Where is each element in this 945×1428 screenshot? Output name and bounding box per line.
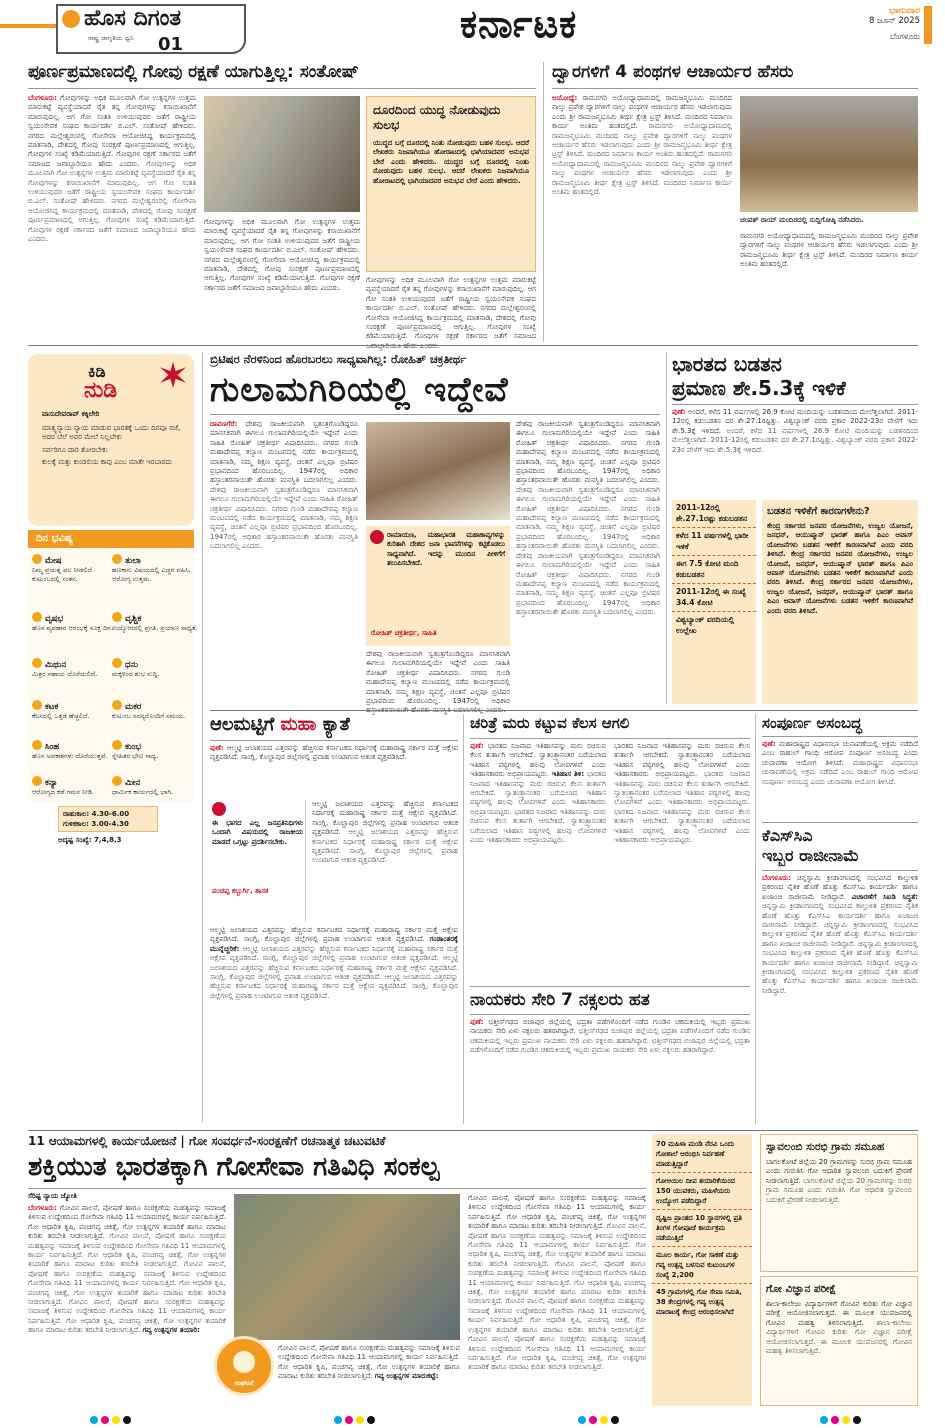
story-text-cont3: ಚಿನ್ನಸ್ವಾಮಿ ಕ್ರೀಡಾಂಗಣದಲ್ಲಿ ಸಂಭವಿಸಿದ ಕಾಲ್ತುಳಿತ ಪ್ರಕರಣದ ನೈತಿಕ ಹೊಣೆ ಹೊತ್ತು ಕೆಎಸ್‌ಸಿಎ ಕಾರ್ಯದರ್ಶಿ ಹಾಗೂ ಖಜಾಂಚಿ ರಾಜೀನಾಮೆ ನೀಡಿದ್ದಾರೆ. [762,939,918,967]
kidi-nudi-box [28,354,194,526]
story-text: ಛತ್ತೀಸ್‌ಗಢದ ಬಿಜಾಪುರ ಜಿಲ್ಲೆಯಲ್ಲಿ ಭದ್ರತಾ ಪಡೆಗಳೊಂದಿಗೆ ನಡೆದ ಗುಂಡಿನ ಚಕಮಕಿಯಲ್ಲಿ ಇಬ್ಬರು ಪ್ರಮುಖ ನಾಯಕರು ಸೇರಿ ಏಳು ನಕ್ಸಲರು ಹತರಾಗಿದ್ದಾರೆ. [470,1018,750,1036]
story-headline: ಸಂಪೂರ್ಣ ಅಸಂಬದ್ಧ [762,714,862,732]
cyan-dot [90,1416,98,1424]
story-body-col2 [204,218,360,338]
horoscope-item [112,612,200,633]
zodiac-icon [32,776,42,786]
why-text-cont2: ಕೇಂದ್ರ ಸರ್ಕಾರದ ಜನಪರ ಯೋಜನೆಗಳು, ಉಜ್ವಲ ಯೋಜನೆ, ಜನಧನ್, ಆಯುಷ್ಮಾನ್ ಭಾರತ್ ಹಾಗೂ ಪಿಎಂ ಆವಾಸ್ ಯೋಜನೆಗಳು ಬಡತನ ಇಳಿಕೆಗೆ ಕಾರಣವಾಗಿವೆ ಎಂದು ವರದಿ ತಿಳಿಸಿದೆ. [767,578,913,615]
quote-attribution: ರೋಹಿತ್ ಚಕ್ರತೀರ್ಥ, ಸಾಹಿತಿ [371,629,437,637]
story-headline: ದ್ವಾರಗಳಿಗೆ 4 ಪಂಥಗಳ ಆಚಾರ್ಯರ ಹೆಸರು [552,62,794,82]
masthead-tagline: ರಾಷ್ಟ್ರ ಜಾಗೃತಿಯ ಧ್ವನಿ [88,34,134,42]
story-cow-protection [28,62,536,342]
story-text-cont2: ಭಾರತದ ನಿಜವಾದ ಇತಿಹಾಸವನ್ನು ಮರು ರಚಿಸುವ ಕೆಲಸ ತುರ್ತಾಗಿ ಆಗಬೇಕಿದೆ. ಸ್ವಾತಂತ್ರ್ಯಾನಂತರ ಬರೆಯಲಾದ ಇತಿಹಾಸ ಪಠ್ಯಗಳಲ್ಲಿ ಹಲವು ಲೋಪಗಳಿವೆ ಎಂದು ಇತಿಹಾಸಕಾರರು ಅಭಿಪ್ರಾಯಪಟ್ಟರು. [614,807,750,845]
sign-name [32,700,120,712]
story-text-cont: ಗೋವಿನ ಪಾಲನೆ, ಪೋಷಣೆ ಹಾಗೂ ಸಂರಕ್ಷಣೆಯ ಮಹತ್ವವನ್ನು ಸಮಾಜಕ್ಕೆ ತಿಳಿಸುವ ಉದ್ದೇಶದಿಂದ ಗೋಸೇವಾ ಗತಿವಿಧಿ 11 ಆಯಾಮಗಳಲ್ಲಿ ಕಾರ್ಯ ನಿರ್ವಹಿಸುತ್ತಿದೆ. ಗೋ ಆಧಾರಿತ ಕೃಷಿ, ಪಂಚಗವ್ಯ ಚಿಕಿತ್ಸೆ, ಗೋ ಉತ್ಪನ್ನಗಳ ತಯಾರಿಕೆ ಹಾಗೂ ಮಾರಾಟ ಕುರಿತು ತರಬೇತಿ ನೀಡಲಾಗುತ್ತಿದೆ. [468,1222,646,1268]
horoscope-item [112,740,200,761]
zodiac-icon [112,700,122,710]
sign-text: ಮಿತ್ರರ ಸಹಾಯ ದೊರೆಯಲಿದೆ. [32,670,98,678]
box-title: ಗೋ ವಿಜ್ಞಾನ ಪರೀಕ್ಷೆ [766,1283,837,1295]
column-divider [202,352,203,1122]
yellow-dot [112,1416,120,1424]
sign-label: ಕುಂಭ [125,742,142,752]
sign-text: ಮಕ್ಕಳಿಂದ ಶುಭ ಸುದ್ದಿ. [112,670,160,678]
byline: ಸೆರಿಷ್ಟ ನ್ಯಾಯ ಜ್ಯೋತಿ [28,1192,77,1200]
dateline: ಪುಣೆ: [210,744,224,752]
inset-body [373,139,529,269]
box-text: ಬಾಗಲಕೋಟೆ ಜಿಲ್ಲೆಯ 20 ಗ್ರಾಮಗಳನ್ನು ಸುರಭಿ ಗ್ರಾಮ ಸಮೂಹ ಎಂದು ಗುರುತಿಸಿ ಗೋ ಆಧಾರಿತ ಸ್ವಾವಲಂಬಿ ಬದುಕಿಗೆ ಪ್ರೇರಣೆ ನೀಡಲಾಗುತ್ತಿದೆ. [766,1158,912,1185]
magenta-dot [345,1416,353,1424]
story-text: ಭಾರತದ ನಿಜವಾದ ಇತಿಹಾಸವನ್ನು ಮರು ರಚಿಸುವ ಕೆಲಸ ತುರ್ತಾಗಿ ಆಗಬೇಕಿದೆ. ಸ್ವಾತಂತ್ರ್ಯಾನಂತರ ಬರೆಯಲಾದ ಇತಿಹಾಸ ಪಠ್ಯಗಳಲ್ಲಿ ಹಲವು ಲೋಪಗಳಿವೆ ಎಂದು ಇತಿಹಾಸಕಾರರು ಅಭಿಪ್ರಾಯಪಟ್ಟರು. [470,742,606,779]
story-body [672,408,918,496]
zodiac-icon [32,700,42,710]
story-text: ಗೋವಿನ ಪಾಲನೆ, ಪೋಷಣೆ ಹಾಗೂ ಸಂರಕ್ಷಣೆಯ ಮಹತ್ವವನ್ನು ಸಮಾಜಕ್ಕೆ ತಿಳಿಸುವ ಉದ್ದೇಶದಿಂದ ಗೋಸೇವಾ ಗತಿವಿಧಿ 11 ಆಯಾಮಗಳಲ್ಲಿ ಕಾರ್ಯ ನಿರ್ವಹಿಸುತ್ತಿದೆ. ಗೋ ಆಧಾರಿತ ಕೃಷಿ, ಪಂಚಗವ್ಯ ಚಿಕಿತ್ಸೆ, ಗೋ ಉತ್ಪನ್ನಗಳ ತಯಾರಿಕೆ ಹಾಗೂ ಮಾರಾಟ ಕುರಿತು ತರಬೇತಿ ನೀಡಲಾಗುತ್ತಿದೆ. [278,1344,461,1381]
sign-text: ಕೆಲಸದಲ್ಲಿ ಒತ್ತಡ ಹೆಚ್ಚಲಿದೆ. [32,712,90,720]
story-text-cont: ಗೋವುಗಳನ್ನು ಅಧಿಕ ಮೂಲವಾಗಿ ಗೋ ಉತ್ಪನ್ನಗಳ ಉತ್ತಮ ಮಾರುಕಟ್ಟೆ ವ್ಯವಸ್ಥೆಯಾದರೆ ರೈತ ತನ್ನ ಗೋವುಗಳನ್ನು ಕಸಾಯಿಖಾನೆಗೆ ಮಾರುವುದಿಲ್ಲ. ಆಗ ಗೋ ಸಂತತಿ ಉಳಿಯುವುದರ ಜತೆಗೆ ರಾಷ್ಟ್ರೀಯ ಸ್ವಯಂಸೇವಕ ಸಂಘದ ಕಾರ್ಯದರ್ಶಿ ಬಿ.ಎಲ್. ಸಂತೋಷ್ ಹೇಳಿದರು. ನಗರದ ಮಲ್ಲೇಶ್ವರಂನಲ್ಲಿ ಗೋಸೇವಾ ಆಯೋಜಿಸಿದ್ದ ಕಾರ್ಯಕ್ರಮದಲ್ಲಿ ಮಾತನಾಡಿ, ದೇಶದಲ್ಲಿ ಗೋವು ಸಂರಕ್ಷಣೆ ಪೂರ್ಣಪ್ರಮಾಣದಲ್ಲಿ ಆಗುತ್ತಿಲ್ಲ. ಗೋವುಗಳ ಸಂಖ್ಯೆ ಕಡಿಮೆಯಾಗುತ್ತಿದೆ. ಗೋವುಗಳ ರಕ್ಷಣೆ ಸರ್ಕಾರದ ಜತೆಗೆ ಸಮಾಜದ ಜವಾಬ್ದಾರಿಯೂ ಹೌದು ಎಂದರು. [28,159,196,244]
story-body [210,744,458,796]
story-text-cont: ಮಹಾರಾಷ್ಟ್ರದ ವಿಧಾನಸಭಾ ಚುನಾವಣೆಯಲ್ಲಿ ಅಕ್ರಮ ನಡೆದಿದೆ ಎಂಬ ರಾಹುಲ್ ಗಾಂಧಿ ಆರೋಪ ಸಂಪೂರ್ಣ ಅಸಂಬದ್ಧ ಎಂದು ಚುನಾವಣಾ ಆಯೋಗ ತಿಳಿಸಿದೆ. [762,758,918,786]
story-text-cont2: ಭಾರತದ ನಿಜವಾದ ಇತಿಹಾಸವನ್ನು ಮರು ರಚಿಸುವ ಕೆಲಸ ತುರ್ತಾಗಿ ಆಗಬೇಕಿದೆ. ಸ್ವಾತಂತ್ರ್ಯಾನಂತರ ಬರೆಯಲಾದ ಇತಿಹಾಸ ಪಠ್ಯಗಳಲ್ಲಿ ಹಲವು ಲೋಪಗಳಿವೆ ಎಂದು ಇತಿಹಾಸಕಾರರು ಅಭಿಪ್ರಾಯಪಟ್ಟರು. [470,807,606,845]
story-text-cont: ದೇಶವು ರಾಜಕೀಯವಾಗಿ ಸ್ವತಂತ್ರಗೊಂಡಿದ್ದರೂ ಮಾನಸಿಕವಾಗಿ ಈಗಲೂ ಗುಲಾಮಗಿರಿಯಲ್ಲಿಯೇ ಇದ್ದೇವೆ ಎಂದು ಸಾಹಿತಿ ರೋಹಿತ್ ಚಕ್ರತೀರ್ಥ ವಿಷಾದಿಸಿದರು. ನಗರದ ಗುಂಡಿ ಮಹಾದೇವಪ್ಪ ಕಲ್ಯಾಣ ಮಂಟಪದಲ್ಲಿ ನಡೆದ ಕಾರ್ಯಕ್ರಮದಲ್ಲಿ ಮಾತನಾಡಿ, ನಮ್ಮ ಶಿಕ್ಷಣ ವ್ಯವಸ್ಥೆ, ಚಿಂತನೆ ಎಲ್ಲವೂ ಬ್ರಿಟಿಷರ ಪ್ರಭಾವದಿಂದ ಹೊರಬಂದಿಲ್ಲ. 1947ರಲ್ಲಿ ಅಧಿಕಾರ ಹಸ್ತಾಂತರವಾಯಿತೇ ಹೊರತು ಮನಸ್ಥಿತಿ ಬದಲಾಗಲಿಲ್ಲ ಎಂದರು. [210,485,358,551]
story-almatti [210,714,458,1126]
registration-marks [90,1409,134,1428]
story-poverty [672,352,918,706]
story-body [28,1204,226,1400]
horoscope-item [112,554,200,583]
sign-name [32,612,120,624]
sign-text: ಸ್ನೇಹಿತರ ಭೇಟಿ ಸಾಧ್ಯ. [112,752,159,760]
story-text: ಆಲ್ಮಟ್ಟಿ ಜಲಾಶಯದ ಎತ್ತರವನ್ನು ಹೆಚ್ಚಿಸುವ ಕರ್ನಾಟಕದ ನಿರ್ಧಾರಕ್ಕೆ ಮಹಾರಾಷ್ಟ್ರ ಸರ್ಕಾರ ಮತ್ತೆ ಆಕ್ಷೇಪ ವ್ಯಕ್ತಪಡಿಸಿದೆ. ಸಾಂಗ್ಲಿ, ಕೊಲ್ಹಾಪುರ ಜಿಲ್ಲೆಗಳಲ್ಲಿ ಪ್ರವಾಹ ಉಂಟಾಗುವ ಆತಂಕ ವ್ಯಕ್ತಪಡಿಸಿದೆ. [210,926,458,944]
story-gou-seva [28,1134,646,1404]
sign-name [112,740,200,752]
gulikakala: ಗುಳಿಕಕಾಲ: 3.00-4.30 [63,820,129,828]
registration-marks [334,1409,378,1428]
sign-label: ವೃಷಭ [45,614,64,624]
story-photo [740,96,918,212]
column-divider [666,352,667,704]
section-divider [762,822,918,823]
sign-name [32,776,120,788]
sign-text: ಹೊಸ ಅವಕಾಶಗಳು ದೊರೆಯುತ್ತವೆ. [32,752,108,760]
zodiac-icon [112,554,122,564]
story-text-cont: ದೇಶವು ರಾಜಕೀಯವಾಗಿ ಸ್ವತಂತ್ರಗೊಂಡಿದ್ದರೂ ಮಾನಸಿಕವಾಗಿ ಈಗಲೂ ಗುಲಾಮಗಿರಿಯಲ್ಲಿಯೇ ಇದ್ದೇವೆ ಎಂದು ಸಾಹಿತಿ ರೋಹಿತ್ ಚಕ್ರತೀರ್ಥ ವಿಷಾದಿಸಿದರು. ನಗರದ ಗುಂಡಿ ಮಹಾದೇವಪ್ಪ ಕಲ್ಯಾಣ ಮಂಟಪದಲ್ಲಿ ನಡೆದ ಕಾರ್ಯಕ್ರಮದಲ್ಲಿ ಮಾತನಾಡಿ, ನಮ್ಮ ಶಿಕ್ಷಣ ವ್ಯವಸ್ಥೆ, ಚಿಂತನೆ ಎಲ್ಲವೂ ಬ್ರಿಟಿಷರ ಪ್ರಭಾವದಿಂದ ಹೊರಬಂದಿಲ್ಲ. 1947ರಲ್ಲಿ ಅಧಿಕಾರ ಹಸ್ತಾಂತರವಾಯಿತೇ ಹೊರತು ಮನಸ್ಥಿತಿ ಬದಲಾಗಲಿಲ್ಲ ಎಂದರು. [516,485,660,551]
sign-label: ಮಕರ [125,702,142,712]
inset-text: ಯುದ್ಧದ ಬಗ್ಗೆ ದೂರದಲ್ಲಿ ನಿಂತು ನೋಡುವುದು ಬಹಳ ಸುಲಭ. ಆದರೆ ಲೇಖಕರು ನಿಜವಾಗಿಯೂ ಹೋರಾಟದಲ್ಲಿ ಭಾಗಿಯಾದವರ ಅನುಭವ ಬೇರೆ ಎಂದು ಹೇಳಿದರು. [373,139,529,166]
subhead: ಗವ್ಯ ಉತ್ಪನ್ನಗಳ ತಯಾರಿ: [142,1326,200,1335]
black-dot [611,1416,619,1424]
story-body-col2 [366,650,510,706]
divider [28,1188,646,1189]
masthead-city: ಬೆಂಗಳೂರು [890,32,920,41]
horoscope-title: ದಿನ ಭವಿಷ್ಯ [28,530,194,548]
why-text: ಕೇಂದ್ರ ಸರ್ಕಾರದ ಜನಪರ ಯೋಜನೆಗಳು, ಉಜ್ವಲ ಯೋಜನೆ, ಜನಧನ್, ಆಯುಷ್ಮಾನ್ ಭಾರತ್ ಹಾಗೂ ಪಿಎಂ ಆವಾಸ್ ಯೋಜನೆಗಳು ಬಡತನ ಇಳಿಕೆಗೆ ಕಾರಣವಾಗಿವೆ ಎಂದು ವರದಿ ತಿಳಿಸಿದೆ. [767,522,913,559]
organisation-seal [214,1336,274,1396]
sign-text: ಉದ್ಯೋಗದಲ್ಲಿ ಪ್ರಗತಿ. ಪ್ರಯಾಣ ಸಾಧ್ಯತೆ. [112,624,198,632]
box-text-cont: ಶಾಲಾ-ಕಾಲೇಜು ವಿದ್ಯಾರ್ಥಿಗಳಿಗೆ ಗೋವಿನ ಕುರಿತು ಗೋ ವಿಜ್ಞಾನ ಪರೀಕ್ಷೆ ಆಯೋಜಿಸಲಾಗುತ್ತದೆ. ಈ ಮೂಲಕ ಯುವಜನರಲ್ಲಿ ಗೋವಿನ ಮಹತ್ವ ತಿಳಿಸಲಾಗುತ್ತಿದೆ. [766,1318,912,1356]
sign-label: ಮೀನ [125,778,141,788]
stat-item: ಕಳೆದ 11 ವರ್ಷಗಳಲ್ಲಿ ಭಾರೀ ಇಳಿಕೆ [672,528,756,556]
sign-name [112,700,200,712]
why-title: ಬಡತನ ಇಳಿಕೆಗೆ ಕಾರಣಗಳೇನು? [767,506,870,517]
subhead: ವಿಚಾರಣೆಗೆ ಸಿಐಡಿ ಸಿದ್ಧತೆ: [851,892,918,901]
magenta-dot [831,1416,839,1424]
story-text-cont3: ಆಲ್ಮಟ್ಟಿ ಜಲಾಶಯದ ಎತ್ತರವನ್ನು ಹೆಚ್ಚಿಸುವ ಕರ್ನಾಟಕದ ನಿರ್ಧಾರಕ್ಕೆ ಮಹಾರಾಷ್ಟ್ರ ಸರ್ಕಾರ ಮತ್ತೆ ಆಕ್ಷೇಪ ವ್ಯಕ್ತಪಡಿಸಿದೆ. ಸಾಂಗ್ಲಿ, ಕೊಲ್ಹಾಪುರ ಜಿಲ್ಲೆಗಳಲ್ಲಿ ಪ್ರವಾಹ ಉಂಟಾಗುವ ಆತಂಕ ವ್ಯಕ್ತಪಡಿಸಿದೆ. [210,973,459,1000]
kidi-line: ಸರ್ವರಿಗೂ ದಾರಿ ತೋರಬೇಕು [42,445,108,454]
pull-quote [366,526,510,646]
story-text-cont3: ಗೋವಿನ ಪಾಲನೆ, ಪೋಷಣೆ ಹಾಗೂ ಸಂರಕ್ಷಣೆಯ ಮಹತ್ವವನ್ನು ಸಮಾಜಕ್ಕೆ ತಿಳಿಸುವ ಉದ್ದೇಶದಿಂದ ಗೋಸೇವಾ ಗತಿವಿಧಿ 11 ಆಯಾಮಗಳಲ್ಲಿ ಕಾರ್ಯ ನಿರ್ವಹಿಸುತ್ತಿದೆ. ಗೋ ಆಧಾರಿತ ಕೃಷಿ, ಪಂಚಗವ್ಯ ಚಿಕಿತ್ಸೆ, ಗೋ ಉತ್ಪನ್ನಗಳ ತಯಾರಿಕೆ ಹಾಗೂ ಮಾರಾಟ ಕುರಿತು ತರಬೇತಿ ನೀಡಲಾಗುತ್ತಿದೆ. [468,1297,646,1334]
quote-text: ರಾಮಾಯಣ, ಮಹಾಭಾರತ ಮಹಾಕಾವ್ಯಗಳನ್ನು ಕುರಿತಾಗಿ ದೇಶದ ಜನಾ ಭಾವನೆಗಳನ್ನು ಕಟ್ಟಿಕೊಡಲು ಸಾಧ್ಯವಾಗಿದೆ. ಇದನ್ನು ಮುಂದಿನ ಪೀಳಿಗೆಗೆ ತಲುಪಿಸಬೇಕಿದೆ. [387,531,505,568]
dateline: ಬೆಂಗಳೂರು: [762,874,791,882]
stat-item: 2011-12ರಲ್ಲಿ ಶೇ.27.1ರಷ್ಟು ಕಡುಬಡತನ [672,500,756,528]
subhead: ಗವ್ಯ ಉತ್ಪನ್ನಗಳ ಮಾರುಕಟ್ಟೆ: [374,1372,439,1381]
kidi-line: ಮಾತ್ಸ್ಯನ್ಯಾಯ ನ್ಯಾಯ ಮಾಡುವ ಭಾರತಕ್ಕೆ ಒಂದು ದಿನವೂ ರಜೆ, ಅದರ ಬೆಲೆ ಅವರ ಮೇಲೆ ನಿಲ್ಲಬೇಕು [42,424,181,442]
stat-item: ಈಗ 7.5 ಕೋಟಿ ಮಂದಿ ಕಡುಬಡತನ [672,556,756,584]
black-dot [367,1416,375,1424]
dateline: ಬೆಂಗಳೂರು: [28,1204,57,1212]
story-text: ಗೋವುಗಳನ್ನು ಅಧಿಕ ಮೂಲವಾಗಿ ಗೋ ಉತ್ಪನ್ನಗಳ ಉತ್ತಮ ಮಾರುಕಟ್ಟೆ ವ್ಯವಸ್ಥೆಯಾದರೆ ರೈತ ತನ್ನ ಗೋವುಗಳನ್ನು ಕಸಾಯಿಖಾನೆಗೆ ಮಾರುವುದಿಲ್ಲ. ಆಗ ಗೋ ಸಂತತಿ ಉಳಿಯುವುದರ ಜತೆಗೆ ರಾಷ್ಟ್ರೀಯ ಸ್ವಯಂಸೇವಕ ಸಂಘದ ಕಾರ್ಯದರ್ಶಿ ಬಿ.ಎಲ್. ಸಂತೋಷ್ ಹೇಳಿದರು. ನಗರದ ಮಲ್ಲೇಶ್ವರಂನಲ್ಲಿ ಗೋಸೇವಾ ಆಯೋಜಿಸಿದ್ದ ಕಾರ್ಯಕ್ರಮದಲ್ಲಿ ಮಾತನಾಡಿ, ದೇಶದಲ್ಲಿ ಗೋವು ಸಂರಕ್ಷಣೆ ಪೂರ್ಣಪ್ರಮಾಣದಲ್ಲಿ ಆಗುತ್ತಿಲ್ಲ. ಗೋವುಗಳ ಸಂಖ್ಯೆ ಕಡಿಮೆಯಾಗುತ್ತಿದೆ. ಗೋವುಗಳ ರಕ್ಷಣೆ ಸರ್ಕಾರದ ಜತೆಗೆ ಸಮಾಜದ ಜವಾಬ್ದಾರಿಯೂ ಹೌದು ಎಂದರು. [28,94,196,168]
sign-text: ಹಣಕಾಸು ವಿಷಯದಲ್ಲಿ ಎಚ್ಚರ ವಹಿಸಿ. ಆರೋಗ್ಯ ಉತ್ತಮ. [112,566,191,583]
section-divider [28,1130,918,1131]
box-body [766,1158,912,1252]
story-text-cont: ರಾಮನಗರಿ ಅಯೋಧ್ಯಾಧಾಮದಲ್ಲಿ ರಾಮಜನ್ಮಭೂಮಿ ಮಂದಿರದ ನಾಲ್ಕು ಪ್ರವೇಶ ದ್ವಾರಗಳಿಗೆ ನಾಲ್ಕು ಪಂಥಗಳ ಆಚಾರ್ಯರ ಹೆಸರು ಇಡಲಾಗುವುದು ಎಂದು ಶ್ರೀ ರಾಮಜನ್ಮಭೂಮಿ ತೀರ್ಥ ಕ್ಷೇತ್ರ ಟ್ರಸ್ಟ್ ತಿಳಿಸಿದೆ. ಮಂದಿರದ ನಿರ್ಮಾಣ ಕಾರ್ಯ ಅಂತಿಮ ಹಂತದಲ್ಲಿದೆ. [552,122,732,159]
masthead-date: 8 ಜೂನ್ 2025 [868,16,920,26]
story-headline-line2: ಇಬ್ಬರ ರಾಜೀನಾಮೆ [762,846,859,865]
sign-name [112,658,200,670]
story-text-cont3: ಗೋವಿನ ಪಾಲನೆ, ಪೋಷಣೆ ಹಾಗೂ ಸಂರಕ್ಷಣೆಯ ಮಹತ್ವವನ್ನು ಸಮಾಜಕ್ಕೆ ತಿಳಿಸುವ ಉದ್ದೇಶದಿಂದ ಗೋಸೇವಾ ಗತಿವಿಧಿ 11 ಆಯಾಮಗಳಲ್ಲಿ ಕಾರ್ಯ ನಿರ್ವಹಿಸುತ್ತಿದೆ. ಗೋ ಆಧಾರಿತ ಕೃಷಿ, ಪಂಚಗವ್ಯ ಚಿಕಿತ್ಸೆ, ಗೋ ಉತ್ಪನ್ನಗಳ ತಯಾರಿಕೆ ಹಾಗೂ ಮಾರಾಟ ಕುರಿತು ತರಬೇತಿ ನೀಡಲಾಗುತ್ತಿದೆ. [28,1298,226,1335]
story-headline: ಚರಿತ್ರೆ ಮರು ಕಟ್ಟುವ ಕೆಲಸ ಆಗಲಿ [470,714,630,732]
quote-icon [370,530,384,544]
subhead: ಗಂಡಾಂತರಕ್ಕೆ ಮುನ್ನೆಚ್ಚರಿಕೆ: [210,935,458,953]
divider [672,404,918,405]
stat-item: 2011-12ರಲ್ಲಿ ಈ ಸಂಖ್ಯೆ 34.4 ಕೋಟಿ [672,584,756,612]
kidi-line: ಕುಲಕ್ಕೆ ಮತ್ತು ಕುಂಡಲಿಯ ಕಾವು ಎಂಬ ಮಾತೇ ಇರಬಾರದು [42,458,173,467]
masthead-date-block [800,6,920,50]
horoscope-item [32,554,120,583]
quote-attribution: ಪಂಚಪ್ಪ ಕಲ್ಬುರ್ಗಿ, ಶಾಸಕ [212,887,269,895]
horoscope-item [32,658,120,679]
box-title: ಸ್ವಾವಲಂಬಿ ಸುರಭಿ ಗ್ರಾಮ ಸಮೂಹ [766,1141,885,1153]
horoscope-box [28,530,198,802]
cyan-dot [334,1416,342,1424]
kidi-subtitle: ನುಡಿ [84,378,118,403]
story-body-col2 [740,232,918,338]
divider [470,1014,750,1015]
sign-label: ವೃಶ್ಚಿಕ [125,614,142,624]
story-text: ಭಾರತದ ನಿಜವಾದ ಇತಿಹಾಸವನ್ನು ಮರು ರಚಿಸುವ ಕೆಲಸ ತುರ್ತಾಗಿ ಆಗಬೇಕಿದೆ. ಸ್ವಾತಂತ್ರ್ಯಾನಂತರ ಬರೆಯಲಾದ ಇತಿಹಾಸ ಪಠ್ಯಗಳಲ್ಲಿ ಹಲವು ಲೋಪಗಳಿವೆ ಎಂದು ಇತಿಹಾಸಕಾರರು ಅಭಿಪ್ರಾಯಪಟ್ಟರು. [614,742,750,779]
divider [470,738,750,739]
story-text-cont: ಛತ್ತೀಸ್‌ಗಢದ ಬಿಜಾಪುರ ಜಿಲ್ಲೆಯಲ್ಲಿ ಭದ್ರತಾ ಪಡೆಗಳೊಂದಿಗೆ ನಡೆದ ಗುಂಡಿನ ಚಕಮಕಿಯಲ್ಲಿ ಇಬ್ಬರು ಪ್ರಮುಖ ನಾಯಕರು ಸೇರಿ ಏಳು ನಕ್ಸಲರು ಹತರಾಗಿದ್ದಾರೆ. [470,1027,751,1045]
section-divider [470,986,750,987]
horoscope-item [112,658,200,679]
story-text-cont: ಅಂದರೆ, ಕಳೆದ 11 ವರ್ಷಗಳಲ್ಲಿ 26.9 ಕೋಟಿ ಮಂದಿಯನ್ನು ಬಡತನದಿಂದ ಮೇಲೆತ್ತಲಾಗಿದೆ. 2011-12ರಲ್ಲಿ ಕಡುಬಡತನ ದರ ಶೇ.27.1ರಷ್ಟಿತ್ತು. ವಿಶ್ವಬ್ಯಾಂಕ್ ವರದಿ ಪ್ರಕಾರ 2022-23ರ ವೇಳೆಗೆ ಇದು ಶೇ.5.3ಕ್ಕೆ ಇಳಿದಿದೆ. [672,426,918,454]
story-text-cont: ಚಿನ್ನಸ್ವಾಮಿ ಕ್ರೀಡಾಂಗಣದಲ್ಲಿ ಸಂಭವಿಸಿದ ಕಾಲ್ತುಳಿತ ಪ್ರಕರಣದ ನೈತಿಕ ಹೊಣೆ ಹೊತ್ತು ಕೆಎಸ್‌ಸಿಎ ಕಾರ್ಯದರ್ಶಿ ಹಾಗೂ ಖಜಾಂಚಿ ರಾಜೀನಾಮೆ ನೀಡಿದ್ದಾರೆ. [762,902,918,930]
column-divider [463,714,464,1124]
sign-text: ನಿಮ್ಮ ಪ್ರಯತ್ನ ಫಲ ನೀಡಲಿದೆ. ಕುಟುಂಬದಲ್ಲಿ ಸಂತಸ. [32,566,95,583]
headline-part-highlight: ಮಹಾ [280,714,317,735]
story-headline [210,714,350,735]
kidi-title: ಕಿಡಿ [88,362,106,381]
story-body-col3 [516,420,660,702]
sign-label: ಕನ್ಯಾ [45,778,58,788]
story-text-cont: ಭಾರತದ ನಿಜವಾದ ಇತಿಹಾಸವನ್ನು ಮರು ರಚಿಸುವ ಕೆಲಸ ತುರ್ತಾಗಿ ಆಗಬೇಕಿದೆ. ಸ್ವಾತಂತ್ರ್ಯಾನಂತರ ಬರೆಯಲಾದ ಇತಿಹಾಸ ಪಠ್ಯಗಳಲ್ಲಿ ಹಲವು ಲೋಪಗಳಿವೆ ಎಂದು ಇತಿಹಾಸಕಾರರು ಅಭಿಪ್ರಾಯಪಟ್ಟರು. [470,770,606,816]
story-photo [366,422,510,520]
divider [552,88,918,89]
story-text: ದೇಶವು ರಾಜಕೀಯವಾಗಿ ಸ್ವತಂತ್ರಗೊಂಡಿದ್ದರೂ ಮಾನಸಿಕವಾಗಿ ಈಗಲೂ ಗುಲಾಮಗಿರಿಯಲ್ಲಿಯೇ ಇದ್ದೇವೆ ಎಂದು ಸಾಹಿತಿ ರೋಹಿತ್ ಚಕ್ರತೀರ್ಥ ವಿಷಾದಿಸಿದರು. ನಗರದ ಗುಂಡಿ ಮಹಾದೇವಪ್ಪ ಕಲ್ಯಾಣ ಮಂಟಪದಲ್ಲಿ ನಡೆದ ಕಾರ್ಯಕ್ರಮದಲ್ಲಿ ಮಾತನಾಡಿ, ನಮ್ಮ ಶಿಕ್ಷಣ ವ್ಯವಸ್ಥೆ, ಚಿಂತನೆ ಎಲ್ಲವೂ ಬ್ರಿಟಿಷರ ಪ್ರಭಾವದಿಂದ ಹೊರಬಂದಿಲ್ಲ. 1947ರಲ್ಲಿ ಅಧಿಕಾರ [366,650,510,706]
sign-name [32,554,120,566]
story-text-cont: ಆಲ್ಮಟ್ಟಿ ಜಲಾಶಯದ ಎತ್ತರವನ್ನು ಹೆಚ್ಚಿಸುವ ಕರ್ನಾಟಕದ ನಿರ್ಧಾರಕ್ಕೆ ಮಹಾರಾಷ್ಟ್ರ ಸರ್ಕಾರ ಮತ್ತೆ ಆಕ್ಷೇಪ ವ್ಯಕ್ತಪಡಿಸಿದೆ. ಸಾಂಗ್ಲಿ, ಕೊಲ್ಹಾಪುರ ಜಿಲ್ಲೆಗಳಲ್ಲಿ ಪ್ರವಾಹ ಉಂಟಾಗುವ ಆತಂಕ ವ್ಯಕ್ತಪಡಿಸಿದೆ. [210,944,458,963]
story-text-cont2: ರಾಮನಗರಿ ಅಯೋಧ್ಯಾಧಾಮದಲ್ಲಿ ರಾಮಜನ್ಮಭೂಮಿ ಮಂದಿರದ ನಾಲ್ಕು ಪ್ರವೇಶ ದ್ವಾರಗಳಿಗೆ ನಾಲ್ಕು ಪಂಥಗಳ ಆಚಾರ್ಯರ ಹೆಸರು ಇಡಲಾಗುವುದು ಎಂದು ಶ್ರೀ ರಾಮಜನ್ಮಭೂಮಿ ತೀರ್ಥ ಕ್ಷೇತ್ರ ಟ್ರಸ್ಟ್ ತಿಳಿಸಿದೆ. ಮಂದಿರದ ನಿರ್ಮಾಣ ಕಾರ್ಯ ಅಂತಿಮ ಹಂತದಲ್ಲಿದೆ. [552,150,732,197]
dateline: ಅಯೋಧ್ಯೆ: [552,94,578,102]
horoscope-item [112,776,200,797]
sign-text: ಕುಟುಂಬ ಸದಸ್ಯರೊಂದಿಗೆ ಸಮಯ. [112,712,186,720]
facts-sidebar [652,1134,752,1406]
story-naxals [470,990,750,1124]
zodiac-icon [112,740,122,750]
dateline: ಬೆಂಗಳೂರು: [28,94,57,102]
magenta-dot [101,1416,109,1424]
box-body [766,1300,912,1392]
story-body [470,742,606,982]
black-dot [123,1416,131,1424]
sign-label: ಕಟಕ [45,702,59,712]
story-ksca [762,826,918,1124]
why-text-cont: ಕೇಂದ್ರ ಸರ್ಕಾರದ ಜನಪರ ಯೋಜನೆಗಳು, ಉಜ್ವಲ ಯೋಜನೆ, ಜನಧನ್, ಆಯುಷ್ಮಾನ್ ಭಾರತ್ ಹಾಗೂ ಪಿಎಂ ಆವಾಸ್ ಯೋಜನೆಗಳು ಬಡತನ ಇಳಿಕೆಗೆ ಕಾರಣವಾಗಿವೆ ಎಂದು ವರದಿ ತಿಳಿಸಿದೆ. [767,550,914,587]
story-body [28,94,196,338]
sign-label: ತುಲಾ [125,556,141,566]
story-headline-line1: ಕೆಎಸ್‌ಸಿಎ [762,826,813,845]
caption-text: ಚಂಪತ್ ರಾಯ್ ಮಂದಿರದಲ್ಲಿ ಸುದ್ದಿಗೋಷ್ಠಿ ನಡೆಸಿದರು. [740,216,864,224]
story-text-cont4: ಗೋವಿನ ಪಾಲನೆ, ಪೋಷಣೆ ಹಾಗೂ ಸಂರಕ್ಷಣೆಯ ಮಹತ್ವವನ್ನು ಸಮಾಜಕ್ಕೆ ತಿಳಿಸುವ ಉದ್ದೇಶದಿಂದ ಗೋಸೇವಾ ಗತಿವಿಧಿ 11 ಆಯಾಮಗಳಲ್ಲಿ ಕಾರ್ಯ ನಿರ್ವಹಿಸುತ್ತಿದೆ. ಗೋ ಆಧಾರಿತ ಕೃಷಿ, ಪಂಚಗವ್ಯ ಚಿಕಿತ್ಸೆ, ಗೋ ಉತ್ಪನ್ನಗಳ ತಯಾರಿಕೆ ಹಾಗೂ ಮಾರಾಟ ಕುರಿತು ತರಬೇತಿ ನೀಡಲಾಗುತ್ತಿದೆ. [468,1335,646,1372]
story-kicker: 11 ಆಯಾಮಗಳಲ್ಲಿ ಕಾರ್ಯಯೋಜನೆ | ಗೋ ಸಂವರ್ಧನೆ-ಸಂರಕ್ಷಣೆಗೆ ರಚನಾತ್ಮಕ ಚಟುವಟಿಕೆ [28,1134,386,1148]
zodiac-icon [32,554,42,564]
story-body [552,94,732,338]
quote-icon [212,802,226,816]
story-photo-cows [234,1194,460,1340]
kidi-spark-icon [160,362,186,388]
horoscope-item [32,612,120,633]
story-text-cont2: ಛತ್ತೀಸ್‌ಗಢದ ಬಿಜಾಪುರ ಜಿಲ್ಲೆಯಲ್ಲಿ ಭದ್ರತಾ ಪಡೆಗಳೊಂದಿಗೆ ನಡೆದ ಗುಂಡಿನ ಚಕಮಕಿಯಲ್ಲಿ ಇಬ್ಬರು ಪ್ರಮುಖ ನಾಯಕರು ಸೇರಿ ಏಳು ನಕ್ಸಲರು ಹತರಾಗಿದ್ದಾರೆ. [470,1036,750,1055]
subhead: ಇತಿಹಾಸ ತಿಳಿ: [551,770,585,779]
story-text: ಗೋವಿನ ಪಾಲನೆ, ಪೋಷಣೆ ಹಾಗೂ ಸಂರಕ್ಷಣೆಯ ಮಹತ್ವವನ್ನು ಸಮಾಜಕ್ಕೆ ತಿಳಿಸುವ ಉದ್ದೇಶದಿಂದ ಗೋಸೇವಾ ಗತಿವಿಧಿ 11 ಆಯಾಮಗಳಲ್ಲಿ ಕಾರ್ಯ ನಿರ್ವಹಿಸುತ್ತಿದೆ. ಗೋ ಆಧಾರಿತ ಕೃಷಿ, ಪಂಚಗವ್ಯ ಚಿಕಿತ್ಸೆ, ಗೋ ಉತ್ಪನ್ನಗಳ ತಯಾರಿಕೆ ಹಾಗೂ ಮಾರಾಟ ಕುರಿತು ತರಬೇತಿ ನೀಡಲಾಗುತ್ತಿದೆ. [468,1194,646,1231]
story-body [470,1018,750,1122]
dateline: ಪುಣೆ: [470,742,484,750]
kidi-lines [42,424,182,520]
masthead [0,0,945,58]
sign-label: ಮೇಷ [45,556,62,566]
rahukala-box [58,806,158,832]
story-text-cont: ಗೋವಿನ ಪಾಲನೆ, ಪೋಷಣೆ ಹಾಗೂ ಸಂರಕ್ಷಣೆಯ ಮಹತ್ವವನ್ನು ಸಮಾಜಕ್ಕೆ ತಿಳಿಸುವ ಉದ್ದೇಶದಿಂದ ಗೋಸೇವಾ ಗತಿವಿಧಿ 11 ಆಯಾಮಗಳಲ್ಲಿ ಕಾರ್ಯ ನಿರ್ವಹಿಸುತ್ತಿದೆ. ಗೋ ಆಧಾರಿತ ಕೃಷಿ, ಪಂಚಗವ್ಯ ಚಿಕಿತ್ಸೆ, ಗೋ ಉತ್ಪನ್ನಗಳ ತಯಾರಿಕೆ ಹಾಗೂ ಮಾರಾಟ ಕುರಿತು ತರಬೇತಿ ನೀಡಲಾಗುತ್ತಿದೆ. [28,1232,226,1269]
horoscope-item [32,700,120,721]
story-body [762,740,918,818]
story-text: ಗೋವಿನ ಪಾಲನೆ, ಪೋಷಣೆ ಹಾಗೂ ಸಂರಕ್ಷಣೆಯ ಮಹತ್ವವನ್ನು ಸಮಾಜಕ್ಕೆ ತಿಳಿಸುವ ಉದ್ದೇಶದಿಂದ ಗೋಸೇವಾ ಗತಿವಿಧಿ 11 ಆಯಾಮಗಳಲ್ಲಿ ಕಾರ್ಯ ನಿರ್ವಹಿಸುತ್ತಿದೆ. ಗೋ ಆಧಾರಿತ ಕೃಷಿ, ಪಂಚಗವ್ಯ ಚಿಕಿತ್ಸೆ, ಗೋ ಉತ್ಪನ್ನಗಳ ತಯಾರಿಕೆ ಹಾಗೂ ಮಾರಾಟ ಕುರಿತು ತರಬೇತಿ ನೀಡಲಾಗುತ್ತಿದೆ. [28,1204,226,1241]
black-dot [853,1416,861,1424]
story-body-col3 [468,1194,646,1400]
registration-marks [578,1409,622,1428]
story-text-cont2: ಚಿನ್ನಸ್ವಾಮಿ ಕ್ರೀಡಾಂಗಣದಲ್ಲಿ ಸಂಭವಿಸಿದ ಕಾಲ್ತುಳಿತ ಪ್ರಕರಣದ ನೈತಿಕ ಹೊಣೆ ಹೊತ್ತು ಕೆಎಸ್‌ಸಿಎ ಕಾರ್ಯದರ್ಶಿ ಹಾಗೂ ಖಜಾಂಚಿ ರಾಜೀನಾಮೆ ನೀಡಿದ್ದಾರೆ. [762,921,918,948]
logo-emblem-icon [62,10,80,28]
horoscope-item [32,776,120,797]
divider [28,88,536,89]
seal-emblem-icon [233,1351,255,1373]
rahukala: ರಾಹುಕಾಲ: 4.30-6.00 [63,810,130,818]
divider [762,736,918,737]
story-text: ಮಹಾರಾಷ್ಟ್ರದ ವಿಧಾನಸಭಾ ಚುನಾವಣೆಯಲ್ಲಿ ಅಕ್ರಮ ನಡೆದಿದೆ ಎಂಬ ರಾಹುಲ್ ಗಾಂಧಿ ಆರೋಪ ಸಂಪೂರ್ಣ ಅಸಂಬದ್ಧ ಎಂದು ಚುನಾವಣಾ ಆಯೋಗ ತಿಳಿಸಿದೆ. [762,740,918,767]
story-text: ದೇಶವು ರಾಜಕೀಯವಾಗಿ ಸ್ವತಂತ್ರಗೊಂಡಿದ್ದರೂ ಮಾನಸಿಕವಾಗಿ ಈಗಲೂ ಗುಲಾಮಗಿರಿಯಲ್ಲಿಯೇ ಇದ್ದೇವೆ ಎಂದು ಸಾಹಿತಿ ರೋಹಿತ್ ಚಕ್ರತೀರ್ಥ ವಿಷಾದಿಸಿದರು. ನಗರದ ಗುಂಡಿ ಮಹಾದೇವಪ್ಪ ಕಲ್ಯಾಣ ಮಂಟಪದಲ್ಲಿ ನಡೆದ ಕಾರ್ಯಕ್ರಮದಲ್ಲಿ ಮಾತನಾಡಿ, ನಮ್ಮ ಶಿಕ್ಷಣ ವ್ಯವಸ್ಥೆ, ಚಿಂತನೆ ಎಲ್ಲವೂ ಬ್ರಿಟಿಷರ ಪ್ರಭಾವದಿಂದ ಹೊರಬಂದಿಲ್ಲ. 1947ರಲ್ಲಿ ಅಧಿಕಾರ ಹಸ್ತಾಂತರವಾಯಿತೇ ಹೊರತು ಮನಸ್ಥಿತಿ ಬದಲಾಗಲಿಲ್ಲ ಎಂದರು. [516,420,660,485]
story-headline: ಗುಲಾಮಗಿರಿಯಲ್ಲಿ ಇದ್ದೇವೆ [210,370,509,410]
story-headline: ನಾಯಕರು ಸೇರಿ 7 ನಕ್ಸಲರು ಹತ [470,990,650,1010]
science-exam-box [760,1276,918,1406]
sign-name [112,612,200,624]
page-number: 01 [158,34,184,55]
inset-text-cont: ಯುದ್ಧದ ಬಗ್ಗೆ ದೂರದಲ್ಲಿ ನಿಂತು ನೋಡುವುದು ಬಹಳ ಸುಲಭ. ಆದರೆ ಲೇಖಕರು ನಿಜವಾಗಿಯೂ ಹೋರಾಟದಲ್ಲಿ ಭಾಗಿಯಾದವರ ಅನುಭವ ಬೇರೆ ಎಂದು ಹೇಳಿದರು. [373,157,529,185]
story-text-cont2: ದೇಶವು ರಾಜಕೀಯವಾಗಿ ಸ್ವತಂತ್ರಗೊಂಡಿದ್ದರೂ ಮಾನಸಿಕವಾಗಿ ಈಗಲೂ ಗುಲಾಮಗಿರಿಯಲ್ಲಿಯೇ ಇದ್ದೇವೆ ಎಂದು ಸಾಹಿತಿ ರೋಹಿತ್ ಚಕ್ರತೀರ್ಥ ವಿಷಾದಿಸಿದರು. ನಗರದ ಗುಂಡಿ ಮಹಾದೇವಪ್ಪ ಕಲ್ಯಾಣ ಮಂಟಪದಲ್ಲಿ ನಡೆದ ಕಾರ್ಯಕ್ರಮದಲ್ಲಿ ಮಾತನಾಡಿ, ನಮ್ಮ ಶಿಕ್ಷಣ ವ್ಯವಸ್ಥೆ, ಚಿಂತನೆ ಎಲ್ಲವೂ ಬ್ರಿಟಿಷರ ಪ್ರಭಾವದಿಂದ ಹೊರಬಂದಿಲ್ಲ. 1947ರಲ್ಲಿ ಅಧಿಕಾರ ಹಸ್ತಾಂತರವಾಯಿತೇ ಹೊರತು ಮನಸ್ಥಿತಿ ಬದಲಾಗಲಿಲ್ಲ ಎಂದರು. [516,551,660,617]
sign-name [32,740,120,752]
sign-text: ಆರೋಗ್ಯದ ಕಡೆ ಗಮನ ನೀಡಿ. [32,788,94,796]
story-body [762,874,918,1120]
sign-name [112,554,200,566]
inset-box [366,96,536,272]
story-body-col2 [278,1344,460,1400]
cyan-dot [578,1416,586,1424]
story-text-cont2: ಗೋವಿನ ಪಾಲನೆ, ಪೋಷಣೆ ಹಾಗೂ ಸಂರಕ್ಷಣೆಯ ಮಹತ್ವವನ್ನು ಸಮಾಜಕ್ಕೆ ತಿಳಿಸುವ ಉದ್ದೇಶದಿಂದ ಗೋಸೇವಾ ಗತಿವಿಧಿ 11 ಆಯಾಮಗಳಲ್ಲಿ ಕಾರ್ಯ ನಿರ್ವಹಿಸುತ್ತಿದೆ. ಗೋ ಆಧಾರಿತ ಕೃಷಿ, ಪಂಚಗವ್ಯ ಚಿಕಿತ್ಸೆ, ಗೋ ಉತ್ಪನ್ನಗಳ ತಯಾರಿಕೆ ಹಾಗೂ ಮಾರಾಟ ಕುರಿತು ತರಬೇತಿ ನೀಡಲಾಗುತ್ತಿದೆ. [28,1260,226,1307]
sign-text: ಧಾರ್ಮಿಕ ಕಾರ್ಯದಲ್ಲಿ ಭಾಗಿ. [112,788,174,796]
sign-name [32,658,120,670]
headline-part: ಕ್ಯಾತೆ [322,714,350,735]
zodiac-icon [32,612,42,622]
fact-item: 70 ಮಹಿಳಾ ಮಂಡಿ ನೆರವಿ ಒಂದು ಗೋಶಾಲೆ ಆರಂಭಿಸಿ ನಿರ್ವಹಣೆ ಮಾಡುತ್ತಿದ್ದಾರೆ [652,1136,752,1173]
story-headline-line2: ಪ್ರಮಾಣ ಶೇ.5.3ಕ್ಕೆ ಇಳಿಕೆ [672,376,846,400]
quote-text: ಈ ಭಾಗದ ಎಲ್ಲ ಜನಪ್ರತಿನಿಧಿಗಳು ಒಂದಾಗಿ ವಿಷಯದಲ್ಲಿ ರಾಜಕೀಯ ಮಾಡದೆ ಒಗ್ಗಟ್ಟು ಪ್ರದರ್ಶಿಸಬೇಕು. [212,819,303,846]
headline-part: ಆಲಮಟ್ಟಿಗೆ [210,714,275,735]
fact-item: ಮೂಲ ಕಾರ್ಯ, ಗೋ ಸಾಕಣೆ ಮತ್ತು ಗವ್ಯ ಉತ್ಪನ್ನ ಬಳಸುವ ಕುಟುಂಬಗಳ ಸಂಖ್ಯೆ 2,200 [652,1247,752,1284]
masthead-logo-block [56,4,246,54]
dateline: ದಾವಣಗೆರೆ: [210,420,238,428]
story-temple-gates [552,62,918,342]
dateline: ಪುಣೆ: [470,1018,484,1026]
story-text-cont: ಆಲ್ಮಟ್ಟಿ ಜಲಾಶಯದ ಎತ್ತರವನ್ನು ಹೆಚ್ಚಿಸುವ ಕರ್ನಾಟಕದ ನಿರ್ಧಾರಕ್ಕೆ ಮಹಾರಾಷ್ಟ್ರ ಸರ್ಕಾರ ಮತ್ತೆ ಆಕ್ಷೇಪ ವ್ಯಕ್ತಪಡಿಸಿದೆ. ಸಾಂಗ್ಲಿ, ಕೊಲ್ಹಾಪುರ ಜಿಲ್ಲೆಗಳಲ್ಲಿ ಪ್ರವಾಹ ಉಂಟಾಗುವ ಆತಂಕ ವ್ಯಕ್ತಪಡಿಸಿದೆ. [312,828,458,865]
story-history [470,714,750,984]
inset-headline: ದೂರದಿಂದ ಯುದ್ಧ ನೋಡುವುದು ಸುಲಭ [373,103,501,132]
story-text: ದೇಶವು ರಾಜಕೀಯವಾಗಿ ಸ್ವತಂತ್ರಗೊಂಡಿದ್ದರೂ ಮಾನಸಿಕವಾಗಿ ಈಗಲೂ ಗುಲಾಮಗಿರಿಯಲ್ಲಿಯೇ ಇದ್ದೇವೆ ಎಂದು ಸಾಹಿತಿ ರೋಹಿತ್ ಚಕ್ರತೀರ್ಥ ವಿಷಾದಿಸಿದರು. ನಗರದ ಗುಂಡಿ ಮಹಾದೇವಪ್ಪ ಕಲ್ಯಾಣ ಮಂಟಪದಲ್ಲಿ ನಡೆದ ಕಾರ್ಯಕ್ರಮದಲ್ಲಿ ಮಾತನಾಡಿ, ನಮ್ಮ ಶಿಕ್ಷಣ ವ್ಯವಸ್ಥೆ, ಚಿಂತನೆ ಎಲ್ಲವೂ ಬ್ರಿಟಿಷರ ಪ್ರಭಾವದಿಂದ ಹೊರಬಂದಿಲ್ಲ. 1947ರಲ್ಲಿ ಅಧಿಕಾರ ಹಸ್ತಾಂತರವಾಯಿತೇ ಹೊರತು ಮನಸ್ಥಿತಿ ಬದಲಾಗಲಿಲ್ಲ ಎಂದರು. [210,420,358,485]
fact-item: ಗೋಆಯಿಲ ದೀಪ ತಯಾರಿಕೆಯಿಂದ 150 ಯುವಕರು, ಮಹಿಳೆಯರು ಉದ್ಯೋಗ ಪಡೆದಿದ್ದಾರೆ [652,1173,752,1210]
story-text: ರಾಮನಗರಿ ಅಯೋಧ್ಯಾಧಾಮದಲ್ಲಿ ರಾಮಜನ್ಮಭೂಮಿ ಮಂದಿರದ ನಾಲ್ಕು ಪ್ರವೇಶ ದ್ವಾರಗಳಿಗೆ ನಾಲ್ಕು ಪಂಥಗಳ ಆಚಾರ್ಯರ ಹೆಸರು ಇಡಲಾಗುವುದು ಎಂದು ಶ್ರೀ ರಾಮಜನ್ಮಭೂಮಿ ತೀರ್ಥ ಕ್ಷೇತ್ರ ಟ್ರಸ್ಟ್ ತಿಳಿಸಿದೆ. ಮಂದಿರದ ನಿರ್ಮಾಣ ಕಾರ್ಯ ಅಂತಿಮ ಹಂತದಲ್ಲಿದೆ. [552,94,732,131]
story-slavery [210,352,660,706]
story-text-cont4: ಚಿನ್ನಸ್ವಾಮಿ ಕ್ರೀಡಾಂಗಣದಲ್ಲಿ ಸಂಭವಿಸಿದ ಕಾಲ್ತುಳಿತ ಪ್ರಕರಣದ ನೈತಿಕ ಹೊಣೆ ಹೊತ್ತು ಕೆಎಸ್‌ಸಿಎ ಕಾರ್ಯದರ್ಶಿ ಹಾಗೂ ಖಜಾಂಚಿ ರಾಜೀನಾಮೆ ನೀಡಿದ್ದಾರೆ. [762,958,918,995]
horoscope-item [112,700,200,721]
story-photo [204,96,360,212]
zodiac-icon [32,740,42,750]
sign-label: ಮಿಥುನ [45,660,67,670]
masthead-day: ಭಾನುವಾರ [889,6,920,16]
masthead-logo: ಹೊಸ ದಿಗಂತ [84,6,182,31]
section-divider [210,710,918,711]
lucky-number: ಅದೃಷ್ಟ ಸಂಖ್ಯೆ: 7,4,8,3 [58,836,122,844]
masthead-bar-left [0,24,56,28]
box-text: ಶಾಲಾ-ಕಾಲೇಜು ವಿದ್ಯಾರ್ಥಿಗಳಿಗೆ ಗೋವಿನ ಕುರಿತು ಗೋ ವಿಜ್ಞಾನ ಪರೀಕ್ಷೆ ಆಯೋಜಿಸಲಾಗುತ್ತದೆ. ಈ ಮೂಲಕ ಯುವಜನರಲ್ಲಿ ಗೋವಿನ ಮಹತ್ವ ತಿಳಿಸಲಾಗುತ್ತಿದೆ. [766,1300,912,1327]
fact-item: 45 ಗ್ರಾಮಗಳಲ್ಲಿ ಗೋ ಸೇವಾ ಸಮಿತಿ, 38 ಕೇಂದ್ರಗಳಲ್ಲಿ ಗವ್ಯ ಉತ್ಪನ್ನ ಮಾರಾಟಕ್ಕೆ ಕೇಂದ್ರ ಆರಂಭಿಸಲಾಗಿದೆ [656,1288,742,1316]
section-title: ಕರ್ನಾಟಕ [460,2,578,46]
story-text: ರಾಮನಗರಿ ಅಯೋಧ್ಯಾಧಾಮದಲ್ಲಿ ರಾಮಜನ್ಮಭೂಮಿ ಮಂದಿರದ ನಾಲ್ಕು ಪ್ರವೇಶ ದ್ವಾರಗಳಿಗೆ ನಾಲ್ಕು ಪಂಥಗಳ ಆಚಾರ್ಯರ ಹೆಸರು ಇಡಲಾಗುವುದು ಎಂದು ಶ್ರೀ ರಾಮಜನ್ಮಭೂಮಿ ತೀರ್ಥ ಕ್ಷೇತ್ರ ಟ್ರಸ್ಟ್ ತಿಳಿಸಿದೆ. ಮಂದಿರದ ನಿರ್ಮಾಣ ಕಾರ್ಯ ಅಂತಿಮ ಹಂತದಲ್ಲಿದೆ. [740,232,918,269]
zodiac-icon [112,776,122,786]
story-text: ಅಂದರೆ, ಕಳೆದ 11 ವರ್ಷಗಳಲ್ಲಿ 26.9 ಕೋಟಿ ಮಂದಿಯನ್ನು ಬಡತನದಿಂದ ಮೇಲೆತ್ತಲಾಗಿದೆ. 2011-12ರಲ್ಲಿ ಕಡುಬಡತನ ದರ ಶೇ.27.1ರಷ್ಟಿತ್ತು. ವಿಶ್ವಬ್ಯಾಂಕ್ ವರದಿ ಪ್ರಕಾರ 2022-23ರ ವೇಳೆಗೆ ಇದು ಶೇ.5.3ಕ್ಕೆ ಇಳಿದಿದೆ. [672,408,918,435]
story-text: ಗೋವುಗಳನ್ನು ಅಧಿಕ ಮೂಲವಾಗಿ ಗೋ ಉತ್ಪನ್ನಗಳ ಉತ್ತಮ ಮಾರುಕಟ್ಟೆ ವ್ಯವಸ್ಥೆಯಾದರೆ ರೈತ ತನ್ನ ಗೋವುಗಳನ್ನು ಕಸಾಯಿಖಾನೆಗೆ ಮಾರುವುದಿಲ್ಲ. ಆಗ ಗೋ ಸಂತತಿ ಉಳಿಯುವುದರ ಜತೆಗೆ ರಾಷ್ಟ್ರೀಯ ಸ್ವಯಂಸೇವಕ ಸಂಘದ ಕಾರ್ಯದರ್ಶಿ ಬಿ.ಎಲ್. ಸಂತೋಷ್ ಹೇಳಿದರು. ನಗರದ ಮಲ್ಲೇಶ್ವರಂನಲ್ಲಿ ಗೋಸೇವಾ ಆಯೋಜಿಸಿದ್ದ ಕಾರ್ಯಕ್ರಮದಲ್ಲಿ ಮಾತನಾಡಿ, ದೇಶದಲ್ಲಿ ಗೋವು ಸಂರಕ್ಷಣೆ ಪೂರ್ಣಪ್ರಮಾಣದಲ್ಲಿ ಆಗುತ್ತಿಲ್ಲ. ಗೋವುಗಳ ಸಂಖ್ಯೆ ಕಡಿಮೆಯಾಗುತ್ತಿದೆ. ಗೋವುಗಳ ರಕ್ಷಣೆ ಸರ್ಕಾರದ ಜತೆಗೆ ಸಮಾಜದ [366,276,536,341]
sign-text: ಹೊಸ ವ್ಯವಹಾರ ಆರಂಭಕ್ಕೆ ಸೂಕ್ತ ದಿನ. [32,624,114,632]
sign-label: ಸಿಂಹ [45,742,60,752]
yellow-dot [600,1416,608,1424]
zodiac-icon [112,658,122,668]
story-body-col2 [614,742,750,982]
story-text-cont2: ಆಲ್ಮಟ್ಟಿ ಜಲಾಶಯದ ಎತ್ತರವನ್ನು ಹೆಚ್ಚಿಸುವ ಕರ್ನಾಟಕದ ನಿರ್ಧಾರಕ್ಕೆ ಮಹಾರಾಷ್ಟ್ರ ಸರ್ಕಾರ ಮತ್ತೆ ಆಕ್ಷೇಪ ವ್ಯಕ್ತಪಡಿಸಿದೆ. ಸಾಂಗ್ಲಿ, ಕೊಲ್ಹಾಪುರ ಜಿಲ್ಲೆಗಳಲ್ಲಿ ಪ್ರವಾಹ ಉಂಟಾಗುವ ಆತಂಕ ವ್ಯಕ್ತಪಡಿಸಿದೆ. [210,954,458,982]
zodiac-icon [32,658,42,668]
yellow-dot [356,1416,364,1424]
story-absurd [762,714,918,820]
divider [762,870,918,871]
story-body-col3 [210,926,458,1122]
stat-item: ವಿಶ್ವಬ್ಯಾಂಕ್ ವರದಿಯಲ್ಲಿ ಉಲ್ಲೇಖ [676,615,735,635]
story-text: ಆಲ್ಮಟ್ಟಿ ಜಲಾಶಯದ ಎತ್ತರವನ್ನು ಹೆಚ್ಚಿಸುವ ಕರ್ನಾಟಕದ ನಿರ್ಧಾರಕ್ಕೆ ಮಹಾರಾಷ್ಟ್ರ ಸರ್ಕಾರ ಮತ್ತೆ ಆಕ್ಷೇಪ ವ್ಯಕ್ತಪಡಿಸಿದೆ. ಸಾಂಗ್ಲಿ, ಕೊಲ್ಹಾಪುರ ಜಿಲ್ಲೆಗಳಲ್ಲಿ ಪ್ರವಾಹ ಉಂಟಾಗುವ ಆತಂಕ ವ್ಯಕ್ತಪಡಿಸಿದೆ. [210,744,458,762]
magenta-dot [589,1416,597,1424]
story-text: ಚಿನ್ನಸ್ವಾಮಿ ಕ್ರೀಡಾಂಗಣದಲ್ಲಿ ಸಂಭವಿಸಿದ ಕಾಲ್ತುಳಿತ ಪ್ರಕರಣದ ನೈತಿಕ ಹೊಣೆ ಹೊತ್ತು ಕೆಎಸ್‌ಸಿಎ ಕಾರ್ಯದರ್ಶಿ ಹಾಗೂ ಖಜಾಂಚಿ ರಾಜೀನಾಮೆ ನೀಡಿದ್ದಾರೆ. [762,874,918,901]
section-divider [28,345,918,346]
kidi-author: ವಾಸುದೇವರಾವ್ ಕಕ್ಕಿಲೇರಿ [42,410,100,418]
story-headline-line1: ಭಾರತದ ಬಡತನ [672,352,782,376]
why-box [762,500,918,704]
story-photo-caption [740,216,918,230]
story-text: ಆಲ್ಮಟ್ಟಿ ಜಲಾಶಯದ ಎತ್ತರವನ್ನು ಹೆಚ್ಚಿಸುವ ಕರ್ನಾಟಕದ ನಿರ್ಧಾರಕ್ಕೆ ಮಹಾರಾಷ್ಟ್ರ ಸರ್ಕಾರ ಮತ್ತೆ ಆಕ್ಷೇಪ ವ್ಯಕ್ತಪಡಿಸಿದೆ. ಸಾಂಗ್ಲಿ, ಕೊಲ್ಹಾಪುರ ಜಿಲ್ಲೆಗಳಲ್ಲಿ ಪ್ರವಾಹ ಉಂಟಾಗುವ ಆತಂಕ ವ್ಯಕ್ತಪಡಿಸಿದೆ. [312,800,458,837]
story-body-col2 [312,800,458,922]
divider [210,740,458,741]
fact-item: ದೃಷ್ಟಿಜ ಪ್ರಾಂತದ 10 ಸ್ಥಾನಗಳಲ್ಲಿ ಪ್ರತಿ ತಿಂಗಳ ಗೋಪೂಜೆ ಕಾರ್ಯಕ್ರಮ ನಡೆಯುತ್ತಿದೆ [652,1210,752,1247]
column-divider [543,62,544,342]
cyan-dot [820,1416,828,1424]
seal-text: ಸಂಘಟನೆ [234,1379,254,1387]
story-body-col3 [366,276,536,341]
story-headline: ಶಕ್ತಿಯುತ ಭಾರತಕ್ಕಾಗಿ ಗೋಸೇವಾ ಗತಿವಿಧಿ ಸಂಕಲ್ಪ [28,1152,440,1182]
story-kicker: ಬ್ರಿಟಿಷರ ನೆರಳಿನಿಂದ ಹೊರಬರಲು ಸಾಧ್ಯವಾಗಿಲ್ಲ: ರೋಹಿತ್ ಚಕ್ರತೀರ್ಥ [210,352,467,366]
dateline: ಪುಣೆ: [672,408,686,416]
why-body [767,522,913,686]
surabhi-box [760,1134,918,1272]
pull-quote [210,800,306,922]
dateline: ಪುಣೆ: [762,740,776,748]
box-text-cont: ಬಾಗಲಕೋಟೆ ಜಿಲ್ಲೆಯ 20 ಗ್ರಾಮಗಳನ್ನು ಸುರಭಿ ಗ್ರಾಮ ಸಮೂಹ ಎಂದು ಗುರುತಿಸಿ ಗೋ ಆಧಾರಿತ ಸ್ವಾವಲಂಬಿ ಬದುಕಿಗೆ ಪ್ರೇರಣೆ ನೀಡಲಾಗುತ್ತಿದೆ. [766,1176,912,1204]
column-divider [755,714,756,1124]
story-text-cont: ಭಾರತದ ನಿಜವಾದ ಇತಿಹಾಸವನ್ನು ಮರು ರಚಿಸುವ ಕೆಲಸ ತುರ್ತಾಗಿ ಆಗಬೇಕಿದೆ. ಸ್ವಾತಂತ್ರ್ಯಾನಂತರ ಬರೆಯಲಾದ ಇತಿಹಾಸ ಪಠ್ಯಗಳಲ್ಲಿ ಹಲವು ಲೋಪಗಳಿವೆ ಎಂದು ಇತಿಹಾಸಕಾರರು ಅಭಿಪ್ರಾಯಪಟ್ಟರು. [614,770,750,807]
zodiac-icon [112,612,122,622]
masthead-bar-right [924,6,932,44]
story-headline: ಪೂರ್ಣಪ್ರಮಾಣದಲ್ಲಿ ಗೋವು ರಕ್ಷಣೆ ಯಾಗುತ್ತಿಲ್ಲ: ಸಂತೋಷ್ [28,62,359,82]
horoscope-item [32,740,120,761]
divider [210,414,660,415]
yellow-dot [842,1416,850,1424]
registration-marks [820,1409,864,1428]
sign-name [112,776,200,788]
story-body [210,420,358,702]
sign-label: ಧನು [125,660,138,670]
story-text-cont2: ಗೋವಿನ ಪಾಲನೆ, ಪೋಷಣೆ ಹಾಗೂ ಸಂರಕ್ಷಣೆಯ ಮಹತ್ವವನ್ನು ಸಮಾಜಕ್ಕೆ ತಿಳಿಸುವ ಉದ್ದೇಶದಿಂದ ಗೋಸೇವಾ ಗತಿವಿಧಿ 11 ಆಯಾಮಗಳಲ್ಲಿ ಕಾರ್ಯ ನಿರ್ವಹಿಸುತ್ತಿದೆ. ಗೋ ಆಧಾರಿತ ಕೃಷಿ, ಪಂಚಗವ್ಯ ಚಿಕಿತ್ಸೆ, ಗೋ ಉತ್ಪನ್ನಗಳ ತಯಾರಿಕೆ ಹಾಗೂ ಮಾರಾಟ ಕುರಿತು ತರಬೇತಿ ನೀಡಲಾಗುತ್ತಿದೆ. [468,1259,646,1306]
stats-box [672,500,756,704]
story-text: ಗೋವುಗಳನ್ನು ಅಧಿಕ ಮೂಲವಾಗಿ ಗೋ ಉತ್ಪನ್ನಗಳ ಉತ್ತಮ ಮಾರುಕಟ್ಟೆ ವ್ಯವಸ್ಥೆಯಾದರೆ ರೈತ ತನ್ನ ಗೋವುಗಳನ್ನು ಕಸಾಯಿಖಾನೆಗೆ ಮಾರುವುದಿಲ್ಲ. ಆಗ ಗೋ ಸಂತತಿ ಉಳಿಯುವುದರ ಜತೆಗೆ ರಾಷ್ಟ್ರೀಯ ಸ್ವಯಂಸೇವಕ ಸಂಘದ ಕಾರ್ಯದರ್ಶಿ ಬಿ.ಎಲ್. ಸಂತೋಷ್ ಹೇಳಿದರು. ನಗರದ ಮಲ್ಲೇಶ್ವರಂನಲ್ಲಿ ಗೋಸೇವಾ ಆಯೋಜಿಸಿದ್ದ ಕಾರ್ಯಕ್ರಮದಲ್ಲಿ ಮಾತನಾಡಿ, ದೇಶದಲ್ಲಿ ಗೋವು ಸಂರಕ್ಷಣೆ ಪೂರ್ಣಪ್ರಮಾಣದಲ್ಲಿ ಆಗುತ್ತಿಲ್ಲ. ಗೋವುಗಳ ಸಂಖ್ಯೆ ಕಡಿಮೆಯಾಗುತ್ತಿದೆ. ಗೋವುಗಳ ರಕ್ಷಣೆ ಸರ್ಕಾರದ ಜತೆಗೆ ಸಮಾಜದ ಜವಾಬ್ದಾರಿಯೂ ಹೌದು ಎಂದರು. [204,218,360,292]
